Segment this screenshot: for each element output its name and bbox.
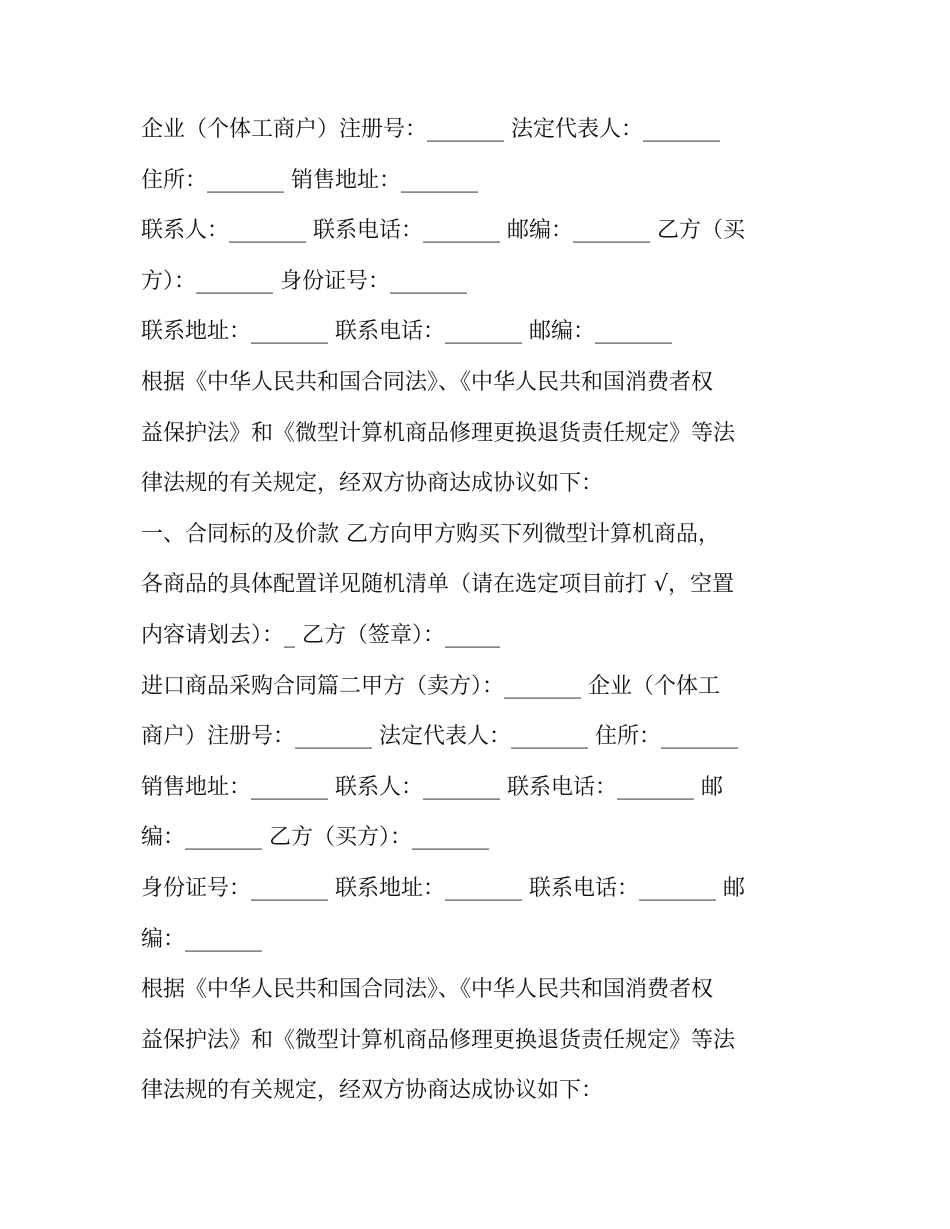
text-line: 律法规的有关规定，经双方协商达成协议如下： [141,1078,604,1104]
text-line: 住所：_______ 销售地址：_______ [141,167,478,193]
text-line: 企业（个体工商户）注册号：_______ 法定代表人：_______ [141,117,720,142]
text-line: 律法规的有关规定，经双方协商达成协议如下： [141,471,604,497]
text-line: 身份证号：_______ 联系地址：_______ 联系电话：_______ 邮 [141,875,745,901]
text-line: 内容请划去）：_ 乙方（签章）：_____ [141,622,500,648]
text-line: 益保护法》和《微型计算机商品修理更换退货责任规定》等法 [141,420,736,446]
text-line: 根据《中华人民共和国合同法》、《中华人民共和国消费者权 [141,369,714,395]
text-line: 根据《中华人民共和国合同法》、《中华人民共和国消费者权 [141,977,714,1003]
text-line: 联系地址：_______ 联系电话：_______ 邮编：_______ [141,319,672,345]
text-line: 编：_______ 乙方（买方）：_______ [141,825,489,851]
text-line: 益保护法》和《微型计算机商品修理更换退货责任规定》等法 [141,1027,736,1053]
text-line: 联系人：_______ 联系电话：_______ 邮编：_______ 乙方（买 [141,218,745,244]
document-body [141,105,816,1117]
text-line: 编：_______ [141,926,263,952]
text-line: 进口商品采购合同篇二甲方（卖方）：_______ 企业（个体工 [141,673,720,699]
text-line: 方）：_______ 身份证号：_______ [141,268,467,294]
text-line: 一、合同标的及价款 乙方向甲方购买下列微型计算机商品， [141,521,720,547]
text-line: 各商品的具体配置详见随机清单（请在选定项目前打 √，空置 [141,572,735,598]
text-line: 商户）注册号：_______ 法定代表人：_______ 住所：_______ [141,724,738,750]
text-line: 销售地址：_______ 联系人：_______ 联系电话：_______ 邮 [141,774,723,800]
